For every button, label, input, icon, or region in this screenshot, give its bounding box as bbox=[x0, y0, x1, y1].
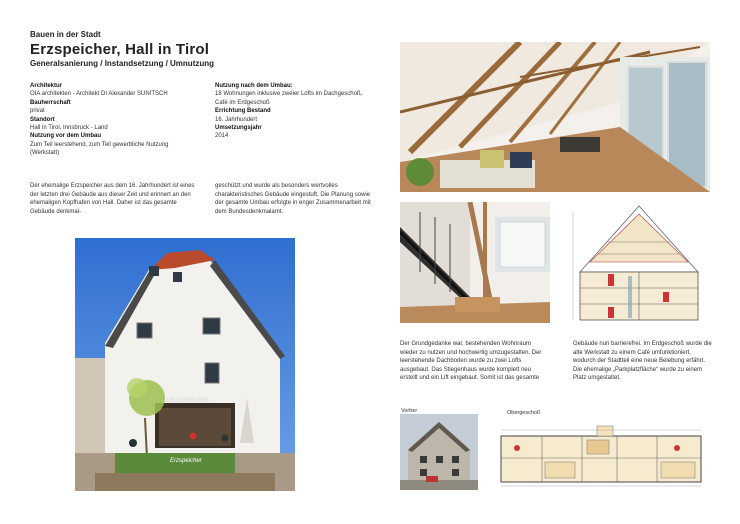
fact-label: Umsetzungsjahr bbox=[215, 125, 262, 132]
floor-plan bbox=[487, 418, 712, 490]
fact-value: OIA architekten - Architekt DI Alexander SUNITSCH bbox=[30, 91, 168, 98]
fact-label: Bauherrschaft bbox=[30, 99, 71, 106]
body-text-col1: Der ehemalige Erzspeicher aus dem 16. Jahrhundert ist eines der letzten drei Gebäude aus dieser Zeit und erinnert an den ehemaligen Kopfhafen von Hall. Daher ist das gesamte Gebäude denkmal- bbox=[30, 183, 195, 215]
fact-value: 18 Wohnungen inklusive zweier Lofts im Dachgeschoß, Café im Erdgeschoß bbox=[215, 91, 363, 106]
fact-value: privat bbox=[30, 108, 45, 115]
caption-upper-floor: Obergeschoß bbox=[507, 410, 541, 416]
facade-sign: ERZSPEICHER bbox=[166, 398, 209, 404]
facade-photo bbox=[75, 238, 295, 491]
fact-label: Standort bbox=[30, 116, 55, 123]
page-subtitle: Generalsanierung / Instandsetzung / Umnutzung bbox=[30, 59, 215, 68]
body-text-col2: geschützt und wurde als besonders wertvolles charakteristisches Gebäude eingestuft. Die Planung sowie der gesamte Umbau erfolgte in enger Zusammenarbeit mit dem Bundesdenkmalamt. bbox=[215, 183, 371, 215]
page-title: Erzspeicher, Hall in Tirol bbox=[30, 41, 210, 58]
fact-value: Zum Teil leerstehend, zum Teil gewerbliche Nutzung (Werkstatt) bbox=[30, 141, 169, 157]
caption-before: Vorher bbox=[401, 408, 418, 414]
section-kicker: Bauen in der Stadt bbox=[30, 30, 101, 39]
body-text-col4: Gebäude nun barrierefrei. Im Erdgeschoß wurde die alte Werkstatt zu einem Café umfunktioniert, wodurch der Stadtteil eine neue Belebung erfährt. Die ehemalige „Parkplatzfläche“ wurde zu einem Platz umgestaltet. bbox=[573, 341, 712, 381]
fact-label: Architektur bbox=[30, 83, 63, 89]
facts-right bbox=[215, 82, 375, 141]
fact-value: 16. Jahrhundert bbox=[215, 116, 258, 123]
fact-label: Nutzung nach dem Umbau: bbox=[215, 83, 293, 89]
facts-left bbox=[30, 82, 195, 158]
cafe-sign: Erzspeicher bbox=[170, 458, 202, 464]
loft-interior-photo bbox=[400, 42, 710, 192]
body-text-col3: Der Grundgedanke war, bestehenden Wohnraum wieder zu nutzen und hochwertig umzugestalten. Der leerstehende Dachboden wurde zu zwei Lofts ausgebaut. Das Stiegenhaus wurde komplett neu erstellt und ein Lift eingebaut. Somit ist das gesamte bbox=[400, 341, 542, 381]
fact-label: Nutzung vor dem Umbau bbox=[30, 133, 102, 140]
before-photo bbox=[400, 414, 478, 490]
fact-value: Hall in Tirol, Innsbruck - Land bbox=[30, 125, 108, 132]
fact-label: Errichtung Bestand bbox=[215, 108, 271, 115]
fact-value: 2014 bbox=[215, 133, 229, 140]
staircase-photo bbox=[400, 202, 550, 323]
section-drawing bbox=[568, 202, 710, 323]
